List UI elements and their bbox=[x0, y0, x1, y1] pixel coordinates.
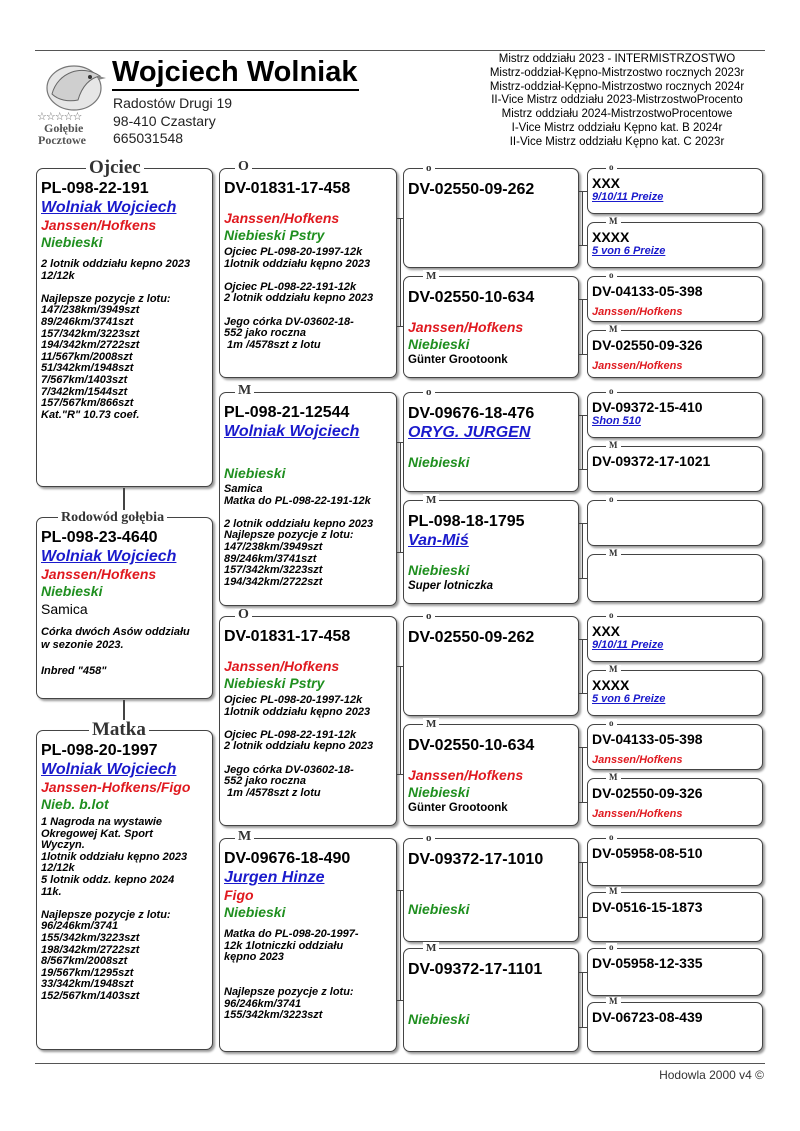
ring-number: PL-098-20-1997 bbox=[41, 742, 158, 759]
gen4-card bbox=[587, 892, 763, 942]
gen4-card bbox=[587, 670, 763, 716]
description: 1 Nagroda na wystawie Okregowej Kat. Sport Wyczyn. 1lotnik oddziału kępno 2023 12/12k 5 lotnik oddz. kepno 2024 11k. Najlepsze pozycje z lotu: 96/246km/3741 155/342km/3223szt 198/342km/2722szt 8/567km/2008szt 19/567km/1295szt 33/342km/1948szt 152/567km/1403szt bbox=[41, 816, 188, 1002]
breed: Figo bbox=[224, 887, 254, 903]
gen4-m-label: M bbox=[606, 325, 621, 334]
connector bbox=[579, 972, 587, 973]
breed: Janssen/Hofkens bbox=[41, 566, 157, 582]
subject-card bbox=[36, 517, 213, 699]
gen3-o-label: o bbox=[423, 610, 435, 622]
gen3-m-label: M bbox=[423, 270, 439, 282]
gen4-card bbox=[587, 948, 763, 996]
breeder: Günter Grootoonk bbox=[408, 354, 508, 366]
ring-number: DV-09676-18-490 bbox=[224, 850, 351, 867]
gen4-card bbox=[587, 778, 763, 826]
connector bbox=[579, 245, 587, 246]
sex: Samica bbox=[41, 601, 88, 617]
gen3-m-label: M bbox=[423, 718, 439, 730]
connector bbox=[579, 1027, 587, 1028]
breeder: Günter Grootoonk bbox=[408, 802, 508, 814]
description: Super lotniczka bbox=[408, 580, 493, 592]
info-link[interactable]: 9/10/11 Preize bbox=[592, 191, 664, 203]
gen4-card bbox=[587, 392, 763, 438]
description: Matka do PL-098-22-191-12k 2 lotnik oddziału kepno 2023 Najlepsze pozycje z lotu: 147/238km/3949szt 89/246km/3741szt 157/342km/3223szt 194/342km/2722szt bbox=[224, 494, 374, 588]
breed: Janssen/Hofkens bbox=[592, 360, 683, 372]
connector bbox=[400, 666, 401, 774]
gen4-card bbox=[587, 554, 763, 602]
color: Niebieski bbox=[408, 1011, 470, 1027]
footer-rule bbox=[35, 1063, 765, 1064]
connector bbox=[400, 442, 401, 552]
sex: Samica bbox=[224, 483, 263, 495]
connector bbox=[397, 774, 403, 775]
ring-number: DV-09372-15-410 bbox=[592, 399, 703, 415]
connector bbox=[582, 415, 583, 469]
connector bbox=[397, 1000, 403, 1001]
breed: Janssen/Hofkens bbox=[224, 210, 340, 226]
owner-link[interactable]: Wolniak Wojciech bbox=[41, 199, 177, 216]
ring-number: DV-09372-17-1101 bbox=[408, 961, 543, 978]
ring-number: PL-098-18-1795 bbox=[408, 513, 525, 530]
ojciec-label: Ojciec bbox=[86, 158, 144, 178]
color: Niebieski Pstry bbox=[224, 675, 325, 691]
ring-number: XXXX bbox=[592, 677, 630, 693]
title-line: I-Vice Mistrz oddziału Kępno kat. B 2024r bbox=[511, 121, 723, 134]
gen2-card bbox=[219, 616, 397, 826]
breed: Janssen/Hofkens bbox=[41, 217, 157, 233]
address-street: Radostów Drugi 19 bbox=[113, 95, 233, 111]
ring-number: DV-0516-15-1873 bbox=[592, 899, 703, 915]
ring-number: DV-02550-09-326 bbox=[592, 785, 703, 801]
gen4-card bbox=[587, 838, 763, 886]
gen4-m-label: M bbox=[606, 665, 621, 674]
breed: Janssen/Hofkens bbox=[408, 767, 524, 783]
gen3-m-label: M bbox=[423, 494, 439, 506]
description: 2 lotnik oddziału kepno 2023 12/12k Najlepsze pozycje z lotu: 147/238km/3949szt 89/246km/3741szt 157/342km/3223szt 194/342km/2722szt 11/567km/2008szt 51/342km/1948szt 7/567km/1403szt 7/342km/1544szt 157/567km/866szt Kat."R" 10.73 coef. bbox=[41, 258, 191, 421]
connector bbox=[582, 747, 583, 802]
pigeon-logo-icon bbox=[38, 56, 108, 116]
owner-link[interactable]: Jurgen Hinze bbox=[224, 869, 325, 886]
ring-number: XXX bbox=[592, 623, 621, 639]
ring-number: DV-02550-09-262 bbox=[408, 181, 535, 198]
gen3-card bbox=[403, 724, 579, 826]
ring-number: PL-098-21-12544 bbox=[224, 404, 350, 421]
connector bbox=[397, 326, 403, 327]
gen2-m-label: M bbox=[235, 831, 254, 843]
gen3-m-label: M bbox=[423, 942, 439, 954]
matka-card bbox=[36, 730, 213, 1050]
gen2-m-label: M bbox=[235, 385, 254, 397]
connector bbox=[579, 299, 587, 300]
gen4-o-label: o bbox=[606, 163, 617, 172]
header-top-rule bbox=[35, 50, 765, 51]
gen3-card bbox=[403, 168, 579, 268]
gen4-card bbox=[587, 446, 763, 492]
connector bbox=[582, 523, 583, 578]
connector bbox=[582, 191, 583, 245]
gen3-card bbox=[403, 616, 579, 716]
info-link[interactable]: 9/10/11 Preize bbox=[592, 639, 664, 651]
ring-number: DV-09372-17-1010 bbox=[408, 851, 544, 868]
color: Niebieski bbox=[408, 336, 470, 352]
pedigree-label: Rodowód gołębia bbox=[58, 511, 167, 525]
color: Niebieski bbox=[408, 562, 470, 578]
gen4-o-label: o bbox=[606, 943, 617, 952]
color: Niebieski bbox=[41, 583, 103, 599]
gen4-o-label: o bbox=[606, 719, 617, 728]
color: Niebieski bbox=[408, 901, 470, 917]
title-line: Mistrz-oddział-Kępno-Mistrzostwo rocznych 2024r bbox=[489, 80, 745, 93]
logo-stars: ☆☆☆☆☆ bbox=[37, 111, 82, 123]
gen4-card bbox=[587, 616, 763, 662]
breed: Janssen-Hofkens/Figo bbox=[41, 779, 191, 795]
color: Niebieski bbox=[224, 465, 286, 481]
gen4-m-label: M bbox=[606, 997, 621, 1006]
breeder-name: Wojciech Wolniak bbox=[112, 55, 359, 91]
ring-number: DV-04133-05-398 bbox=[592, 731, 703, 747]
gen4-m-label: M bbox=[606, 217, 621, 226]
gen2-o-label: O bbox=[235, 609, 252, 621]
gen4-o-label: o bbox=[606, 495, 617, 504]
info-link[interactable]: Shon 510 bbox=[592, 415, 641, 427]
ring-number: DV-04133-05-398 bbox=[592, 283, 703, 299]
ring-number: DV-06723-08-439 bbox=[592, 1009, 703, 1025]
connector bbox=[579, 693, 587, 694]
gen4-o-label: o bbox=[606, 833, 617, 842]
color: Niebieski bbox=[408, 784, 470, 800]
breed: Janssen/Hofkens bbox=[224, 658, 340, 674]
description: Matka do PL-098-20-1997- 12k 1lotniczki oddziału kępno 2023 Najlepsze pozycje z lotu: 96/246km/3741 155/342km/3223szt bbox=[224, 928, 359, 1022]
gen4-card bbox=[587, 168, 763, 214]
title-line: II-Vice Mistrz oddziału 2023-MistrzostwoProcento bbox=[491, 94, 743, 107]
ring-number: DV-05958-08-510 bbox=[592, 845, 703, 861]
owner-link[interactable]: Wolniak Wojciech bbox=[41, 548, 177, 565]
gen3-o-label: o bbox=[423, 832, 435, 844]
connector bbox=[579, 523, 587, 524]
gen3-o-label: o bbox=[423, 162, 435, 174]
info-link[interactable]: 5 von 6 Preize bbox=[592, 693, 666, 705]
owner-link[interactable]: ORYG. JURGEN bbox=[408, 424, 531, 441]
address-city: 98-410 Czastary bbox=[113, 112, 216, 129]
title-line: Mistrz oddziału 2024-MistrzostwoProcentowe bbox=[501, 108, 733, 121]
logo bbox=[36, 56, 108, 146]
color: Nieb. b.lot bbox=[41, 796, 109, 812]
gen2-o-label: O bbox=[235, 161, 252, 173]
ring-number: DV-09676-18-476 bbox=[408, 405, 535, 422]
owner-link[interactable]: Van-Miś bbox=[408, 532, 469, 549]
breeder-address bbox=[113, 95, 232, 148]
color: Niebieski bbox=[408, 454, 470, 470]
ring-number: XXX bbox=[592, 175, 621, 191]
color: Niebieski bbox=[41, 234, 103, 250]
connector bbox=[579, 415, 587, 416]
gen2-card bbox=[219, 392, 397, 606]
color: Niebieski bbox=[224, 904, 286, 920]
ring-number: DV-05958-12-335 bbox=[592, 955, 703, 971]
ring-number: DV-02550-10-634 bbox=[408, 737, 535, 754]
gen4-card bbox=[587, 276, 763, 322]
gen4-card bbox=[587, 330, 763, 378]
gen3-o-label: o bbox=[423, 386, 435, 398]
gen4-card bbox=[587, 500, 763, 546]
gen4-card bbox=[587, 1002, 763, 1052]
gen4-card bbox=[587, 724, 763, 770]
gen3-card bbox=[403, 838, 579, 942]
gen4-m-label: M bbox=[606, 773, 621, 782]
gen4-o-label: o bbox=[606, 611, 617, 620]
logo-text-2: Pocztowe bbox=[38, 133, 86, 147]
connector bbox=[579, 354, 587, 355]
gen3-card bbox=[403, 948, 579, 1052]
gen4-card bbox=[587, 222, 763, 268]
gen4-m-label: M bbox=[606, 441, 621, 450]
breed: Janssen/Hofkens bbox=[408, 319, 524, 335]
connector bbox=[579, 802, 587, 803]
gen2-card bbox=[219, 168, 397, 378]
ring-number: DV-01831-17-458 bbox=[224, 628, 351, 645]
description: Córka dwóch Asów oddziału w sezonie 2023. Inbred "458" bbox=[41, 626, 190, 677]
connector bbox=[579, 862, 587, 863]
connector bbox=[579, 469, 587, 470]
connector bbox=[579, 747, 587, 748]
breed: Janssen/Hofkens bbox=[592, 808, 683, 820]
connector bbox=[579, 917, 587, 918]
ring-number: XXXX bbox=[592, 229, 630, 245]
connector bbox=[579, 191, 587, 192]
connector bbox=[579, 639, 587, 640]
gen3-card bbox=[403, 392, 579, 492]
gen4-o-label: o bbox=[606, 387, 617, 396]
gen2-card bbox=[219, 838, 397, 1052]
owner-link[interactable]: Wolniak Wojciech bbox=[224, 423, 360, 440]
ring-number: DV-09372-17-1021 bbox=[592, 453, 711, 469]
gen3-card bbox=[403, 500, 579, 604]
gen4-o-label: o bbox=[606, 271, 617, 280]
description: Ojciec PL-098-20-1997-12k 1lotnik oddziału kępno 2023 Ojciec PL-098-22-191-12k 2 lotnik oddziału kepno 2023 Jego córka DV-03602-18- 552 jako roczna 1m /4578szt z lotu bbox=[224, 246, 374, 351]
ring-number: DV-01831-17-458 bbox=[224, 180, 351, 197]
footer-credit: Hodowla 2000 v4 © bbox=[659, 1068, 764, 1082]
info-link[interactable]: 5 von 6 Preize bbox=[592, 245, 666, 257]
color: Niebieski Pstry bbox=[224, 227, 325, 243]
ring-number: PL-098-23-4640 bbox=[41, 529, 158, 546]
connector bbox=[400, 890, 401, 1000]
breed: Janssen/Hofkens bbox=[592, 306, 683, 318]
gen4-m-label: M bbox=[606, 549, 621, 558]
titles-list bbox=[470, 53, 764, 150]
matka-label: Matka bbox=[89, 720, 149, 740]
ring-number: PL-098-22-191 bbox=[41, 180, 149, 197]
connector bbox=[582, 862, 583, 917]
ojciec-card bbox=[36, 168, 213, 487]
connector bbox=[582, 639, 583, 693]
gen3-card bbox=[403, 276, 579, 378]
ring-number: DV-02550-09-326 bbox=[592, 337, 703, 353]
description: Ojciec PL-098-20-1997-12k 1lotnik oddziału kępno 2023 Ojciec PL-098-22-191-12k 2 lotnik oddziału kepno 2023 Jego córka DV-03602-18- 552 jako roczna 1m /4578szt z lotu bbox=[224, 694, 374, 799]
connector bbox=[582, 299, 583, 354]
title-line: Mistrz-oddział-Kępno-Mistrzostwo rocznych 2023r bbox=[489, 66, 745, 79]
ring-number: DV-02550-10-634 bbox=[408, 289, 535, 306]
gen4-m-label: M bbox=[606, 887, 621, 896]
logo-text-1: Gołębie bbox=[44, 121, 84, 135]
connector bbox=[397, 552, 403, 553]
owner-link[interactable]: Wolniak Wojciech bbox=[41, 761, 177, 778]
ring-number: DV-02550-09-262 bbox=[408, 629, 535, 646]
title-line: Mistrz oddziału 2023 - INTERMISTRZOSTWO bbox=[498, 53, 736, 65]
title-line: II-Vice Mistrz oddziału Kępno kat. C 2023r bbox=[509, 135, 725, 148]
connector bbox=[579, 578, 587, 579]
connector bbox=[123, 488, 125, 510]
phone: 665031548 bbox=[113, 130, 184, 146]
connector bbox=[400, 218, 401, 326]
breed: Janssen/Hofkens bbox=[592, 754, 683, 766]
connector bbox=[582, 972, 583, 1027]
